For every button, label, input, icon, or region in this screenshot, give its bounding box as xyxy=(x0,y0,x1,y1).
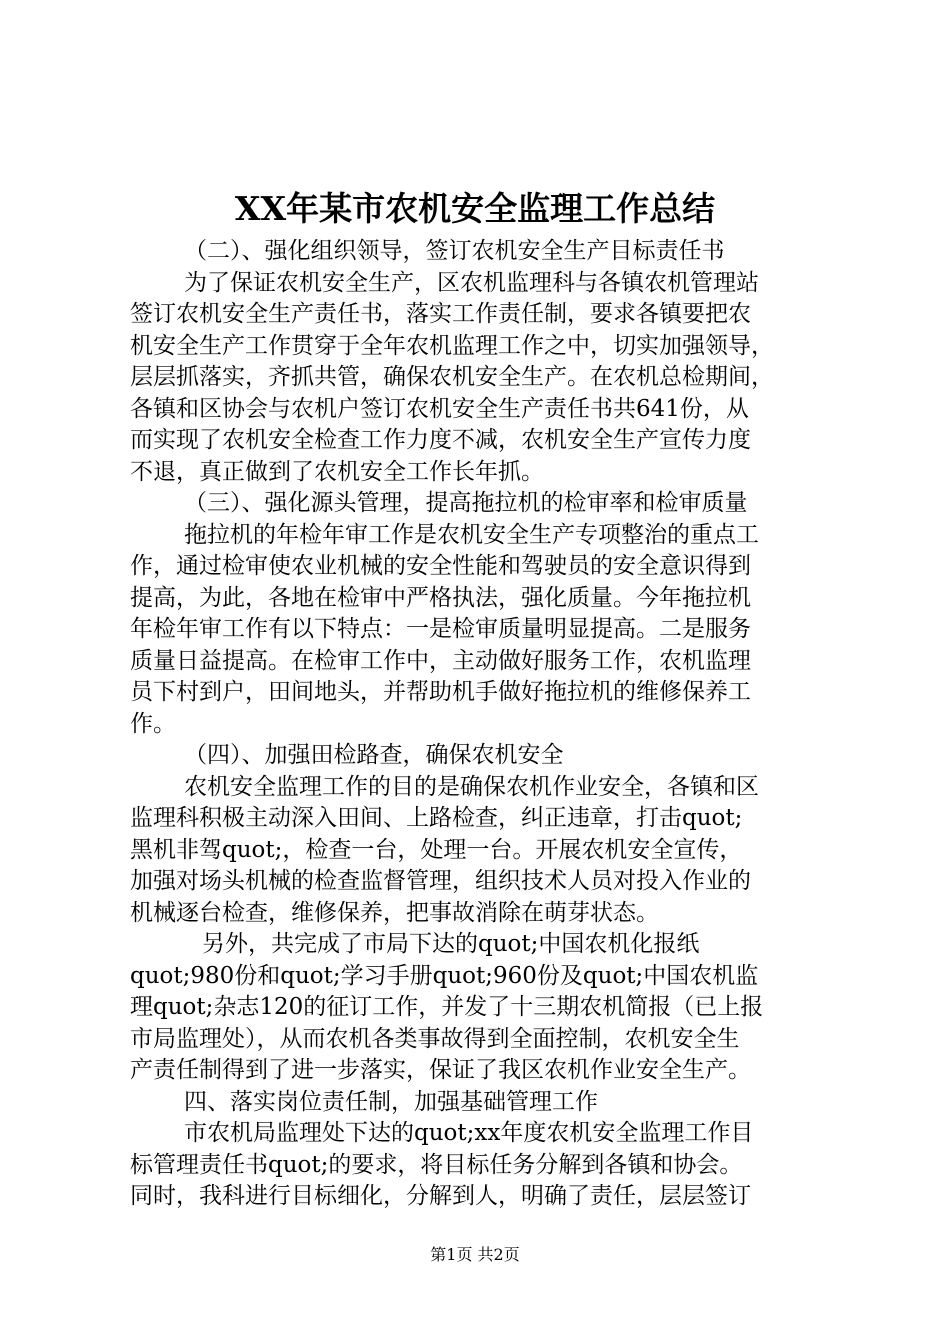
paragraph-line: 监理科积极主动深入田间、上路检查，纠正违章，打击quot; xyxy=(130,805,743,831)
document-body xyxy=(130,236,838,1213)
paragraph-line: 作。 xyxy=(130,710,176,737)
paragraph-line: 市局监理处），从而农机各类事故得到全面控制，农机安全生 xyxy=(130,1025,740,1052)
paragraph-line: 市农机局监理处下达的quot;xx年度农机安全监理工作目 xyxy=(184,1120,754,1146)
paragraph-line: 作，通过检审使农业机械的安全性能和驾驶员的安全意识得到 xyxy=(130,553,751,579)
section-heading: （二）、强化组织领导，签订农机安全生产目标责任书 xyxy=(184,238,725,264)
paragraph-line: 加强对场头机械的检查监督管理，组织技术人员对投入作业的 xyxy=(130,868,751,894)
paragraph-line: 各镇和区协会与农机户签订农机安全生产责任书共641份，从 xyxy=(130,395,749,422)
paragraph-line: 标管理责任书quot;的要求，将目标任务分解到各镇和协会。 xyxy=(130,1151,743,1178)
paragraph-line: 质量日益提高。在检审工作中，主动做好服务工作，农机监理 xyxy=(130,647,751,674)
paragraph-line: 员下村到户，田间地头，并帮助机手做好拖拉机的维修保养工 xyxy=(130,679,751,705)
paragraph-line: 拖拉机的年检年审工作是农机安全生产专项整治的重点工 xyxy=(184,521,759,548)
paragraph-line: 签订农机安全生产责任书，落实工作责任制，要求各镇要把农 xyxy=(130,301,751,327)
section-heading: （四）、加强田检路查，确保农机安全 xyxy=(184,742,564,768)
paragraph-line: 层层抓落实，齐抓共管，确保农机安全生产。在农机总检期间， xyxy=(130,364,774,390)
section-heading: 四、落实岗位责任制，加强基础管理工作 xyxy=(184,1088,598,1115)
paragraph-line: 机安全生产工作贯穿于全年农机监理工作之中，切实加强领导， xyxy=(130,332,774,359)
paragraph-line: 年检年审工作有以下特点：一是检审质量明显提高。二是服务 xyxy=(130,616,751,642)
paragraph-line: 不退，真正做到了农机安全工作长年抓。 xyxy=(130,458,544,485)
document-title: XX年某市农机安全监理工作总结 xyxy=(234,189,716,228)
paragraph-line: 理quot;杂志120的征订工作，并发了十三期农机简报（已上报 xyxy=(130,994,764,1020)
paragraph-line: 为了保证农机安全生产，区农机监理科与各镇农机管理站 xyxy=(184,269,759,296)
paragraph-line: 机械逐台检查，维修保养，把事故消除在萌芽状态。 xyxy=(130,899,659,926)
paragraph-line: quot;980份和quot;学习手册quot;960份及quot;中国农机监 xyxy=(130,962,759,989)
paragraph-line: 另外，共完成了市局下达的quot;中国农机化报纸 xyxy=(202,931,700,957)
paragraph-line: 而实现了农机安全检查工作力度不减，农机安全生产宣传力度 xyxy=(130,427,751,453)
page-footer: 第1页 共2页 xyxy=(430,1245,520,1264)
paragraph-line: 产责任制得到了进一步落实，保证了我区农机作业安全生产。 xyxy=(130,1057,751,1083)
paragraph-line: 同时，我科进行目标细化，分解到人，明确了责任，层层签订 xyxy=(130,1183,751,1209)
paragraph-line: 农机安全监理工作的目的是确保农机作业安全，各镇和区 xyxy=(184,773,759,800)
section-heading: （三）、强化源头管理，提高拖拉机的检审率和检审质量 xyxy=(184,490,748,516)
paragraph-line: 提高，为此，各地在检审中严格执法，强化质量。今年拖拉机 xyxy=(130,584,751,611)
paragraph-line: 黑机非驾quot;，检查一台，处理一台。开展农机安全宣传， xyxy=(130,836,743,863)
